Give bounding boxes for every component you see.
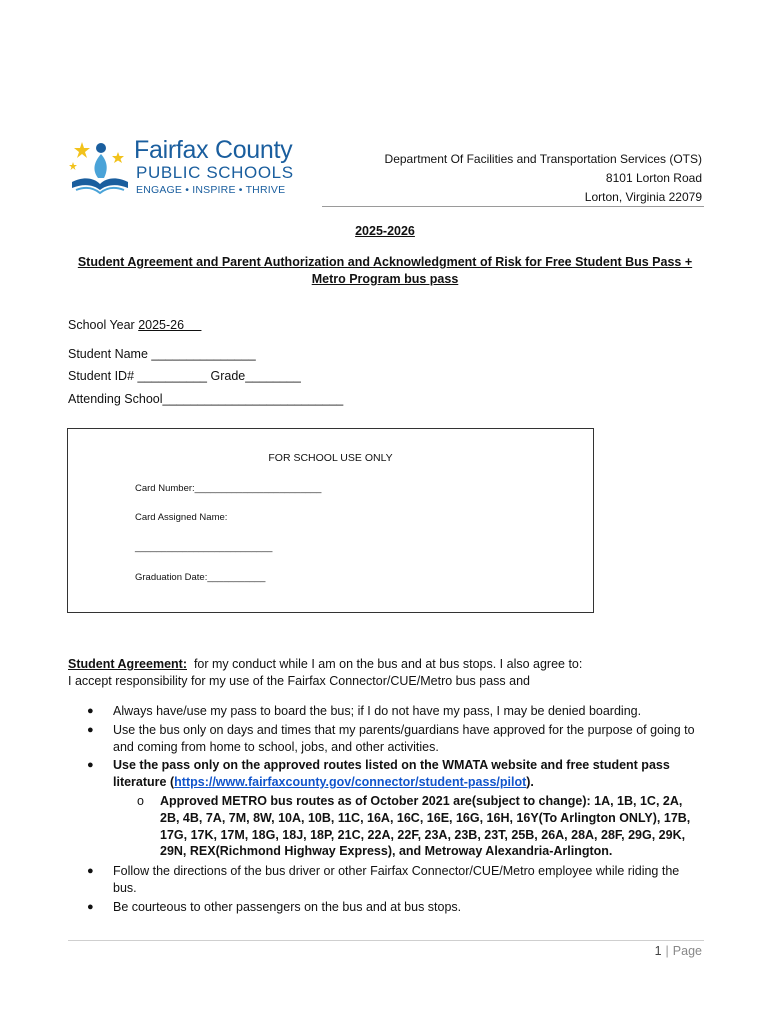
list-item bbox=[68, 703, 704, 720]
book-stars-logo-icon bbox=[68, 138, 132, 198]
list-item bbox=[68, 757, 704, 791]
graduation-date-field: Graduation Date:___________ bbox=[135, 572, 266, 583]
sub-bullet-icon: o bbox=[137, 793, 144, 808]
list-item bbox=[68, 722, 704, 756]
bullet-text-2: Use the bus only on days and times that my parents/guardians have approved for the purpose of going to and coming from home to school, jobs, and other activities. bbox=[113, 722, 695, 754]
approved-routes-text: Approved METRO bus routes as of October 2021 are(subject to change): 1A, 1B, 1C, 2A, 2B, 4B, 7A, 7M, 8W, 10A, 10B, 11C, 16A, 16C, 16E, 16G, 16H, 16Y(To Arlington ONLY), 17B, 17G, 17K, 17M, 18G, 18J, 18P, 21C, 22A, 22F, 23A, 23B, 23T, 25B, 26A, 28A, 28F, 29G, 29K, 29N, REX(Richmond Highway Express), and Metroway Alexandria-Arlington. bbox=[160, 793, 691, 859]
header-divider bbox=[322, 206, 704, 207]
bullet-icon: ● bbox=[87, 705, 94, 717]
school-use-heading: FOR SCHOOL USE ONLY bbox=[268, 452, 393, 464]
logo-line-2: PUBLIC SCHOOLS bbox=[136, 163, 294, 182]
card-assigned-name-line: __________________________ bbox=[135, 542, 273, 553]
bullet-icon: ● bbox=[87, 900, 94, 913]
logo-tagline: ENGAGE • INSPIRE • THRIVE bbox=[136, 184, 286, 196]
agreement-bullet-list bbox=[68, 703, 704, 918]
school-year-field bbox=[68, 318, 201, 332]
school-use-only-box bbox=[67, 428, 594, 613]
card-assigned-name-label: Card Assigned Name: bbox=[135, 512, 228, 523]
list-item bbox=[68, 863, 704, 897]
bullet-text-3: Use the pass only on the approved routes listed on the WMATA website and free student pass literature ( bbox=[113, 758, 670, 790]
address-line-2: Lorton, Virginia 22079 bbox=[584, 190, 702, 204]
agreement-text-2: I accept responsibility for my use of the Fairfax Connector/CUE/Metro bus pass and bbox=[68, 674, 531, 688]
sub-list-item bbox=[68, 793, 704, 860]
student-agreement-label: Student Agreement: bbox=[68, 657, 187, 671]
school-year-label: School Year bbox=[68, 318, 139, 332]
card-number-field: Card Number:________________________ bbox=[135, 483, 322, 494]
bullet-text-4: Follow the directions of the bus driver or other Fairfax Connector/CUE/Metro employee while riding the bus. bbox=[113, 864, 680, 895]
student-id-grade-field: Student ID# __________ Grade________ bbox=[68, 369, 301, 383]
bullet-icon: ● bbox=[87, 865, 94, 878]
page-number: 1 bbox=[654, 944, 662, 958]
student-name-field: Student Name _______________ bbox=[68, 347, 256, 361]
list-item bbox=[68, 899, 704, 916]
logo-line-1: Fairfax County bbox=[134, 136, 293, 164]
bullet-icon: ● bbox=[87, 723, 94, 736]
bullet-text-3-end: ). bbox=[526, 775, 534, 790]
year-heading: 2025-2026 bbox=[355, 224, 415, 238]
school-year-value: 2025-26 bbox=[138, 318, 202, 332]
bullet-text-5: Be courteous to other passengers on the bus and at bus stops. bbox=[113, 899, 462, 914]
bullet-text-1: Always have/use my pass to board the bus; if I do not have my pass, I may be denied boarding. bbox=[113, 704, 642, 718]
footer-separator: | bbox=[665, 944, 669, 958]
document-title: Student Agreement and Parent Authorization and Acknowledgment of Risk for Free Student Bus Pass + Metro Program bus pass bbox=[77, 255, 693, 286]
department-address-block bbox=[385, 150, 702, 207]
student-pass-link[interactable]: https://www.fairfaxcounty.gov/connector/student-pass/pilot bbox=[174, 775, 527, 790]
student-agreement-intro bbox=[68, 656, 704, 690]
address-line-1: 8101 Lorton Road bbox=[605, 171, 702, 185]
department-name: Department Of Facilities and Transportation Services (OTS) bbox=[384, 152, 702, 166]
attending-school-field: Attending School__________________________ bbox=[68, 392, 344, 406]
page-label: Page bbox=[672, 944, 702, 958]
fcps-logo bbox=[68, 136, 298, 198]
agreement-text-1: for my conduct while I am on the bus and at bus stops. I also agree to: bbox=[187, 657, 583, 671]
footer-divider bbox=[68, 940, 704, 941]
bullet-icon: ● bbox=[87, 759, 94, 772]
page-footer bbox=[655, 944, 702, 958]
